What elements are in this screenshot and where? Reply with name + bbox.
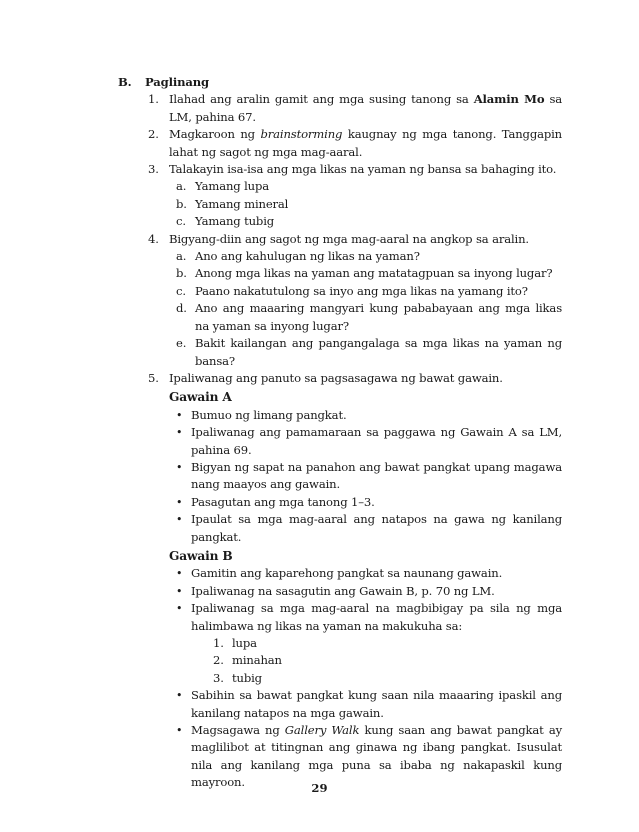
step-3 [118, 161, 562, 231]
sub-text: Ano ang maaaring mangyari kung pababayaan ang mga likas na yaman sa inyong lugar? [195, 301, 562, 333]
sub-letter: d. [176, 301, 187, 316]
step-4-sublist [169, 248, 562, 370]
step-text: Magkaroon ng [169, 127, 261, 142]
bullet-icon: • [176, 495, 183, 509]
sub-number: 1. [213, 636, 224, 650]
item-text: Ipaliwanag sa mga mag-aaral na magbibigay pa sila ng mga halimbawa ng likas na yaman na makukuha sa: [191, 601, 562, 633]
list-item [169, 565, 562, 582]
bullet-icon: • [176, 602, 183, 616]
step-number: 5. [148, 370, 159, 385]
item-text: Ipaliwanag na sasagutin ang Gawain B, p. 70 ng LM. [191, 583, 495, 598]
sub-number: 3. [213, 670, 224, 685]
bullet-icon: • [176, 408, 183, 422]
step-5 [118, 370, 562, 387]
sub-text: Anong mga likas na yaman ang matatagpuan sa inyong lugar? [195, 266, 553, 281]
list-item [169, 407, 562, 424]
list-item [169, 283, 562, 300]
section-title: Paglinang [145, 75, 209, 89]
list-item [169, 583, 562, 600]
item-text: Pasagutan ang mga tanong 1–3. [191, 494, 375, 509]
step-italic-term: brainstorming [260, 127, 343, 142]
bullet-icon: • [176, 584, 183, 598]
list-item [169, 300, 562, 335]
sub-text: Bakit kailangan ang pangangalaga sa mga likas na yaman ng bansa? [195, 336, 562, 368]
list-item [169, 335, 562, 370]
item-text: Magsagawa ng [191, 723, 285, 738]
sub-text: lupa [232, 636, 257, 650]
list-item [169, 196, 562, 213]
step-4 [118, 231, 562, 370]
bullet-icon: • [176, 689, 183, 703]
list-item [169, 424, 562, 459]
bullet-icon: • [176, 724, 183, 738]
bullet-icon: • [176, 460, 183, 474]
step-3-sublist [169, 178, 562, 230]
list-item [169, 494, 562, 511]
lesson-content [118, 74, 562, 792]
list-item [169, 213, 562, 230]
step-2 [118, 126, 562, 161]
sub-letter: c. [176, 283, 186, 298]
sub-letter: b. [176, 266, 187, 281]
list-item [191, 635, 562, 652]
step-bold-ref: Alamin Mo [473, 92, 545, 107]
section-heading [118, 74, 562, 91]
bullet-icon: • [176, 513, 183, 527]
item-text: Ipaliwanag ang pamamaraan sa paggawa ng Gawain A sa LM, pahina 69. [191, 425, 562, 457]
page-number: 29 [311, 781, 328, 795]
step-text: kaugnay ng mga tanong. Tanggapin lahat ng sagot ng mga mag-aaral. [169, 127, 562, 159]
step-text: Talakayin isa-isa ang mga likas na yaman ng bansa sa bahaging ito. [169, 162, 557, 177]
item-text: Ipaulat sa mga mag-aaral ang natapos na gawa ng kanilang pangkat. [191, 512, 562, 544]
bullet-icon: • [176, 426, 183, 440]
sub-letter: b. [176, 196, 187, 211]
sub-text: Yamang tubig [195, 214, 275, 229]
gawain-a-list [169, 407, 562, 546]
step-number: 2. [148, 127, 159, 142]
step-number: 4. [148, 231, 159, 246]
step-1 [118, 91, 562, 126]
sub-number: 2. [213, 653, 224, 668]
sub-letter: c. [176, 214, 186, 229]
sub-letter: e. [176, 336, 187, 351]
gawain-b-list [169, 565, 562, 791]
gawain-a-section [169, 389, 562, 546]
item-text: Sabihin sa bawat pangkat kung saan nila maaaring ipaskil ang kanilang natapos na mga gawain. [191, 688, 562, 720]
item-text: Bumuo ng limang pangkat. [191, 407, 347, 422]
sub-text: Yamang lupa [195, 179, 270, 194]
list-item [169, 248, 562, 265]
item-text: Gamitin ang kaparehong pangkat sa naunang gawain. [191, 566, 503, 581]
gawain-b-section [169, 548, 562, 792]
list-item [169, 265, 562, 282]
list-item [169, 178, 562, 195]
item-text: Bigyan ng sapat na panahon ang bawat pangkat upang magawa nang maayos ang gawain. [191, 459, 562, 492]
sub-text: tubig [232, 670, 262, 685]
gawain-b-title: Gawain B [169, 548, 233, 563]
step-number: 1. [148, 92, 159, 107]
list-item [191, 670, 562, 687]
sub-text: Yamang mineral [195, 196, 289, 211]
list-item [169, 600, 562, 687]
section-letter: B. [118, 75, 132, 89]
sub-text: minahan [232, 653, 282, 668]
sub-letter: a. [176, 249, 187, 264]
step-text: Bigyang-diin ang sagot ng mga mag-aaral na angkop sa aralin. [169, 231, 529, 246]
step-text: Ilahad ang aralin gamit ang mga susing tanong sa [169, 92, 474, 107]
resource-sublist [191, 635, 562, 687]
steps-list [118, 91, 562, 387]
gawain-a-title: Gawain A [169, 390, 232, 405]
list-item [169, 687, 562, 722]
item-italic-term: Gallery Walk [284, 723, 360, 738]
step-number: 3. [148, 162, 159, 177]
bullet-icon: • [176, 567, 183, 581]
sub-letter: a. [176, 179, 187, 194]
list-item [169, 511, 562, 546]
step-text: Ipaliwanag ang panuto sa pagsasagawa ng bawat gawain. [169, 370, 503, 385]
sub-text: Ano ang kahulugan ng likas na yaman? [195, 249, 420, 264]
sub-text: Paano nakatutulong sa inyo ang mga likas na yamang ito? [195, 283, 528, 298]
item-text: kung saan ang bawat pangkat ay maglilibot at titingnan ang ginawa ng ibang pangkat. Isusulat nila ang kanilang mga puna sa ibaba ng nakapaskil kung mayroon. [191, 723, 562, 790]
list-item [169, 459, 562, 494]
step-text: sa LM, pahina 67. [169, 92, 563, 124]
list-item [191, 652, 562, 669]
